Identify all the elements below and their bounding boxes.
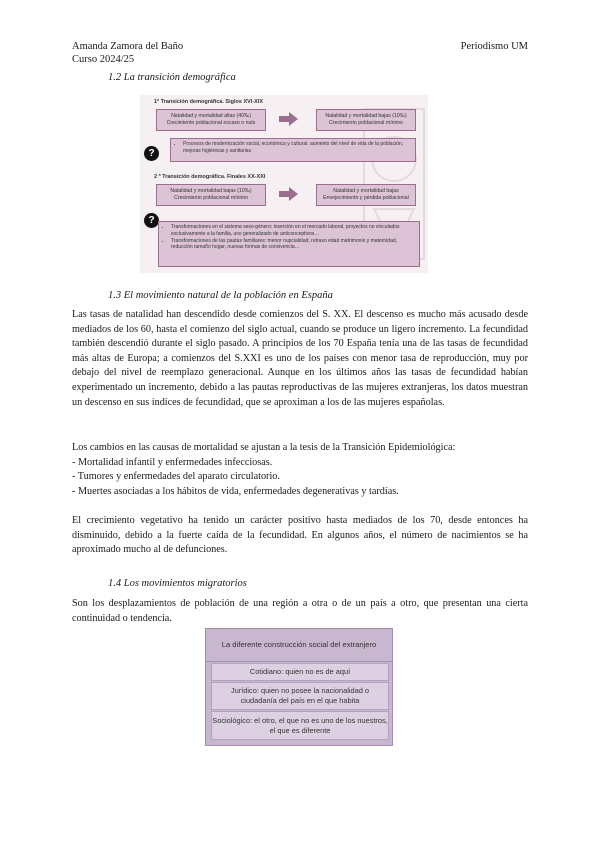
header-left [72,40,183,66]
first-transition-box-a [156,109,266,131]
cause-item: • Transformaciones de las pautas familiares: menor nupcialidad, retraso edad matrimonio y maternidad, reducción tamaño hogar, nuevas formas de convivencia… [171,238,415,252]
second-transition-title: 2 ª Transición demográfica. Finales XX-XXI [154,174,266,180]
paragraph-text: Son los desplazamientos de población de una región a otra o de un país a otro, que presentan una cierta continuidad o tendencia. [72,598,528,624]
definition-everyday: Cotidiano: quien no es de aquí [211,663,389,681]
paragraph-natality [72,308,528,410]
author-name: Amanda Zamora del Baño [72,41,184,52]
paragraph-migration [72,597,528,626]
section-heading-1-4: 1.4 Los movimientos migratorios [108,578,247,589]
box-line: Natalidad y mortalidad altas (40‰) [171,113,251,119]
list-item: - Tumores y enfermedades del aparato circulatorio. [72,471,280,483]
box-line: Natalidad y mortalidad bajas [333,188,399,194]
list-item: - Muertes asociadas a los hábitos de vida, enfermedades degenerativas y tardías. [72,485,399,497]
header-subject: Periodismo UM [460,41,528,52]
arrow-right-icon [289,187,298,201]
foreigner-construction-figure [205,628,393,746]
list-item: - Mortalidad infantil y enfermedades infecciosas. [72,456,273,468]
definition-sociological: Sociológico: el otro, el que no es uno de los nuestros, el que es diferente [211,711,389,740]
question-mark-icon: ? [144,213,159,228]
paragraph-growth [72,514,528,558]
box-line: Crecimiento poblacional mínimo [329,120,403,126]
figure-heading: La diferente construcción social del extranjero [206,629,392,662]
box-line: Natalidad y mortalidad bajas (10‰) [325,113,407,119]
second-transition-box-b [316,184,416,206]
cause-item: • Transformaciones en el sistema sexo-género: inserción en el mercado laboral, proyectos no vinculados exclusivamente a la familia, uso generalizado de anticonceptivos… [171,224,415,238]
second-transition-causes [158,221,420,267]
paragraph-text: Las tasas de natalidad han descendido desde comienzos del S. XX. El descenso es mucho más acusado desde mediados de los 60, hasta el comienzo del siglo actual, cuando se produce un ligero incremento. La fecundidad también descendió durante el siglo pasado. A principios de los 70 España tenía una de las tasas de fecundidad más altas de Europa; a comienzos del S.XXI es uno de los países con menor tasa de reproducción, muy por debajo del nivel de reemplazo generacional. Aunque en los últimos años las tasas de fecundidad habían experimentado un incremento, debido a las pautas reproductivas de las mujeres extranjeras, los datos muestran un descenso en sus índices de fecundidad, que se aproximan a los de las mujeres españolas. [72,309,528,408]
section-heading-1-2: 1.2 La transición demográfica [108,72,236,83]
first-transition-box-b [316,109,416,131]
course-year: Curso 2024/25 [72,54,135,65]
first-transition-causes [170,138,416,162]
paragraph-text: Los cambios en las causas de mortalidad se ajustan a la tesis de la Transición Epidemiológica: [72,442,456,453]
cause-item: • Procesos de modernización social, económica y cultural: aumento del nivel de vida de la población, mejoras higiénicas y sanitarias [183,141,411,155]
box-line: Crecimiento poblacional escaso o nulo [166,120,256,126]
box-line: Envejecimiento y pérdida poblacional [323,195,409,201]
mortality-list [72,456,528,500]
question-mark-icon: ? [144,146,159,161]
demographic-transition-figure [140,95,428,273]
section-heading-1-3: 1.3 El movimiento natural de la población en España [108,290,333,301]
box-line: Natalidad y mortalidad bajas (10‰) [170,188,252,194]
arrow-right-icon [289,112,298,126]
first-transition-title: 1ª Transición demográfica. Siglos XVI-XIX [154,99,264,105]
definition-legal: Jurídico: quien no posee la nacionalidad o ciudadanía del país en el que habita [211,682,389,710]
paragraph-text: El crecimiento vegetativo ha tenido un carácter positivo hasta mediados de los 70, desde entonces ha disminuido, debido a la fuerte caída de la fecundidad. En algunos años, el número de nacimientos se ha aproximado mucho al de defunciones. [72,515,528,556]
second-transition-box-a [156,184,266,206]
paragraph-mortality [72,441,528,499]
box-line: Crecimiento poblacional mínimo [174,195,248,201]
